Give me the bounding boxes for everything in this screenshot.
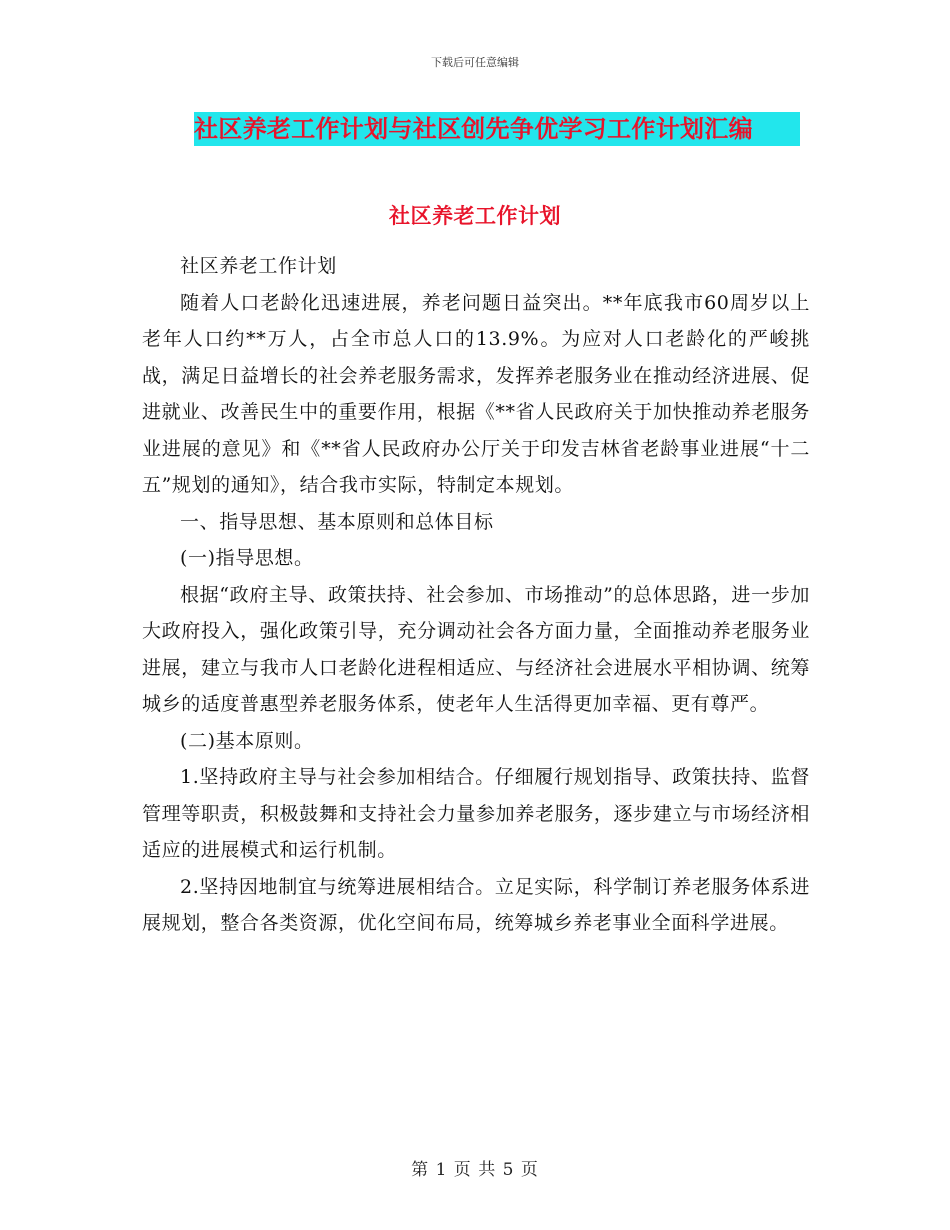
paragraph-subsection-principles: (二)基本原则。	[180, 729, 314, 752]
paragraph-subsection-guiding: (一)指导思想。	[180, 547, 314, 569]
document-body	[142, 248, 810, 942]
paragraph-heading: 社区养老工作计划	[180, 255, 337, 277]
section-title: 社区养老工作计划	[389, 203, 561, 228]
document-title-highlight	[194, 112, 800, 146]
paragraph-section-one: 一、指导思想、基本原则和总体目标	[180, 510, 494, 533]
paragraph-principle-one: 1.坚持政府主导与社会参加相结合。仔细履行规划指导、政策扶持、监督管理等职责，积极鼓舞和支持社会力量参加养老服务，逐步建立与市场经济相适应的进展模式和运行机制。	[142, 766, 810, 861]
paragraph-principle-two: 2.坚持因地制宜与统筹进展相结合。立足实际，科学制订养老服务体系进展规划，整合各类资源，优化空间布局，统筹城乡养老事业全面科学进展。	[142, 875, 810, 934]
document-title: 社区养老工作计划与社区创先争优学习工作计划汇编	[194, 114, 753, 143]
paragraph-guiding-content: 根据“政府主导、政策扶持、社会参加、市场推动”的总体思路，进一步加大政府投入，强化政策引导，充分调动社会各方面力量，全面推动养老服务业进展，建立与我市人口老龄化进程相适应、与经济社会进展水平相协调、统筹城乡的适度普惠型养老服务体系，使老年人生活得更加幸福、更有尊严。	[142, 583, 810, 715]
page-number: 第 1 页 共 5 页	[411, 1160, 539, 1180]
paragraph-intro: 随着人口老龄化迅速进展，养老问题日益突出。**年底我市60周岁以上老年人口约**万人，占全市总人口的13.9%。为应对人口老龄化的严峻挑战，满足日益增长的社会养老服务需求，发挥养老服务业在推动经济进展、促进就业、改善民生中的重要作用，根据《**省人民政府关于加快推动养老服务业进展的意见》和《**省人民政府办公厅关于印发吉林省老龄事业进展“十二五”规划的通知》，结合我市实际，特制定本规划。	[142, 291, 810, 496]
header-note: 下载后可任意编辑	[431, 56, 519, 69]
